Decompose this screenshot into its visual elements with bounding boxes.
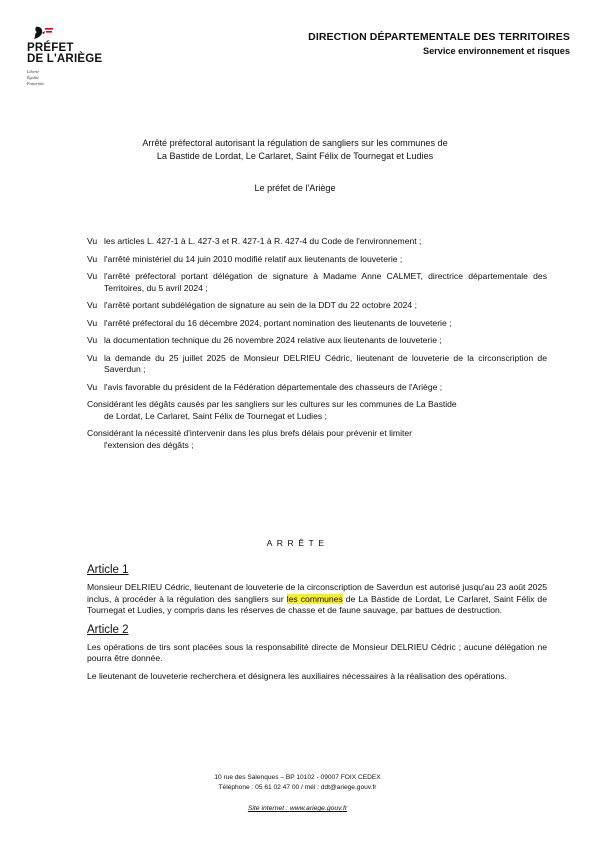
visa-item: [87, 271, 547, 294]
vu-label: Vu: [87, 381, 98, 392]
visa-item: [87, 382, 547, 394]
visa-text: l'avis favorable du président de la Fédération départementale des chasseurs de l'Ariège ;: [104, 381, 443, 392]
vu-label: Vu: [87, 271, 98, 281]
visa-text: l'arrêté portant subdélégation de signature au sein de la DDT du 22 octobre 2024 ;: [104, 300, 417, 310]
arrete-heading: ARRÊTE: [266, 538, 329, 548]
vu-label: Vu: [87, 253, 98, 264]
visa-text: les articles L. 427-1 à L. 427-3 et R. 427-1 à R. 427-4 du Code de l'environnement ;: [104, 236, 422, 246]
considerant-rest: de Lordat, Le Carlaret, Saint Félix de Tournegat et Ludies ;: [104, 410, 327, 421]
direction-header: [308, 31, 570, 56]
motto-fraternite: Fraternité: [27, 81, 45, 86]
considerant-item: [87, 399, 547, 422]
motto-liberte: Liberté: [27, 69, 40, 74]
considerant-rest: l'extension des dégâts ;: [104, 439, 194, 450]
visa-item: [87, 335, 547, 347]
footer-address: 10 rue des Salenques – BP 10102 - 09007 FOIX CEDEX: [214, 774, 381, 781]
visa-text: l'arrêté ministériel du 14 juin 2010 modifié relatif aux lieutenants de louveterie ;: [104, 253, 403, 264]
title-line-1: Arrêté préfectoral autorisant la régulation de sangliers sur les communes de: [142, 138, 448, 148]
visa-item: [87, 318, 547, 330]
considerant-item: [87, 428, 547, 451]
prefecture-logo: [27, 26, 117, 87]
website-link[interactable]: www.ariege.gouv.fr: [289, 805, 348, 812]
vu-label: Vu: [87, 317, 98, 328]
article-1-text-end: de La Bastide de Lordat, Le Carlaret, Saint Félix de Tournegat et Ludies, y compris dans les réserves de chasse et de faune sauvage, par battues de destruction.: [87, 593, 547, 615]
website-label: Site internet :: [247, 805, 290, 812]
vu-label: Vu: [87, 335, 98, 345]
marianne-icon: [27, 26, 55, 40]
visa-text: l'arrêté préfectoral du 16 décembre 2024, portant nomination des lieutenants de louveterie ;: [104, 317, 452, 328]
article-2-heading: Article 2: [87, 623, 129, 636]
service-name: Service environnement et risques: [422, 46, 570, 56]
highlighted-text: les communes: [286, 593, 343, 604]
visas-section: [87, 236, 547, 457]
articles-section: [87, 563, 547, 688]
visa-item: [87, 300, 547, 312]
article-2-paragraph-2: Le lieutenant de louveterie recherchera et désignera les auxiliaires nécessaires à la réalisation des opérations.: [87, 670, 507, 681]
vu-label: Vu: [87, 236, 98, 246]
visa-item: [87, 353, 547, 376]
footer-contact: [0, 773, 595, 793]
direction-title: DIRECTION DÉPARTEMENTALE DES TERRITOIRES: [308, 31, 570, 43]
footer-phone-email: Téléphone : 05 61 02 47 00 / mél : ddt@ariege.gouv.fr: [218, 784, 377, 791]
article-1-heading: Article 1: [87, 564, 129, 576]
document-title: [70, 137, 520, 163]
visa-item: [87, 236, 547, 248]
vu-label: Vu: [87, 352, 98, 363]
considerant-first-line: Considérant la nécessité d'intervenir dans les plus brefs délais pour prévenir et limiter: [87, 428, 413, 438]
article-1-text: [87, 582, 547, 617]
title-line-2: La Bastide de Lordat, Le Carlaret, Saint Félix de Tournegat et Ludies: [156, 151, 434, 161]
visa-text: la demande du 25 juillet 2025 de Monsieur DELRIEU Cédric, lieutenant de louveterie de la circonscription de Saverdun ;: [104, 352, 547, 374]
prefet-line: Le préfet de l'Ariège: [254, 183, 336, 193]
visa-text: la documentation technique du 26 novembre 2024 relative aux lieutenants de louveterie ;: [104, 335, 442, 345]
motto-egalite: Égalité: [27, 75, 40, 80]
logo-text-line-2: DE L'ARIÈGE: [27, 53, 103, 65]
article-1-text-start: Monsieur DELRIEU Cédric, lieutenant de louveterie de la circonscription de Saverdun est autorisé jusqu'au 23 août 2025 inclus, à procéder à la régulation des sangliers sur: [87, 582, 547, 604]
article-2-paragraph-1: Les opérations de tirs sont placées sous la responsabilité directe de Monsieur DELRIEU Cédric ; aucune délégation ne pourra être donnée.: [87, 641, 547, 663]
footer-website: [0, 805, 595, 812]
logo-text-line-1: PRÉFET: [27, 42, 74, 54]
considerant-first-line: Considérant les dégâts causés par les sangliers sur les cultures sur les communes de La Bastide: [87, 399, 457, 409]
visa-item: [87, 254, 547, 266]
visa-text: l'arrêté préfectoral portant délégation de signature à Madame Anne CALMET, directrice départementale des Territoires, du 5 avril 2024 ;: [104, 271, 547, 293]
vu-label: Vu: [87, 300, 98, 310]
